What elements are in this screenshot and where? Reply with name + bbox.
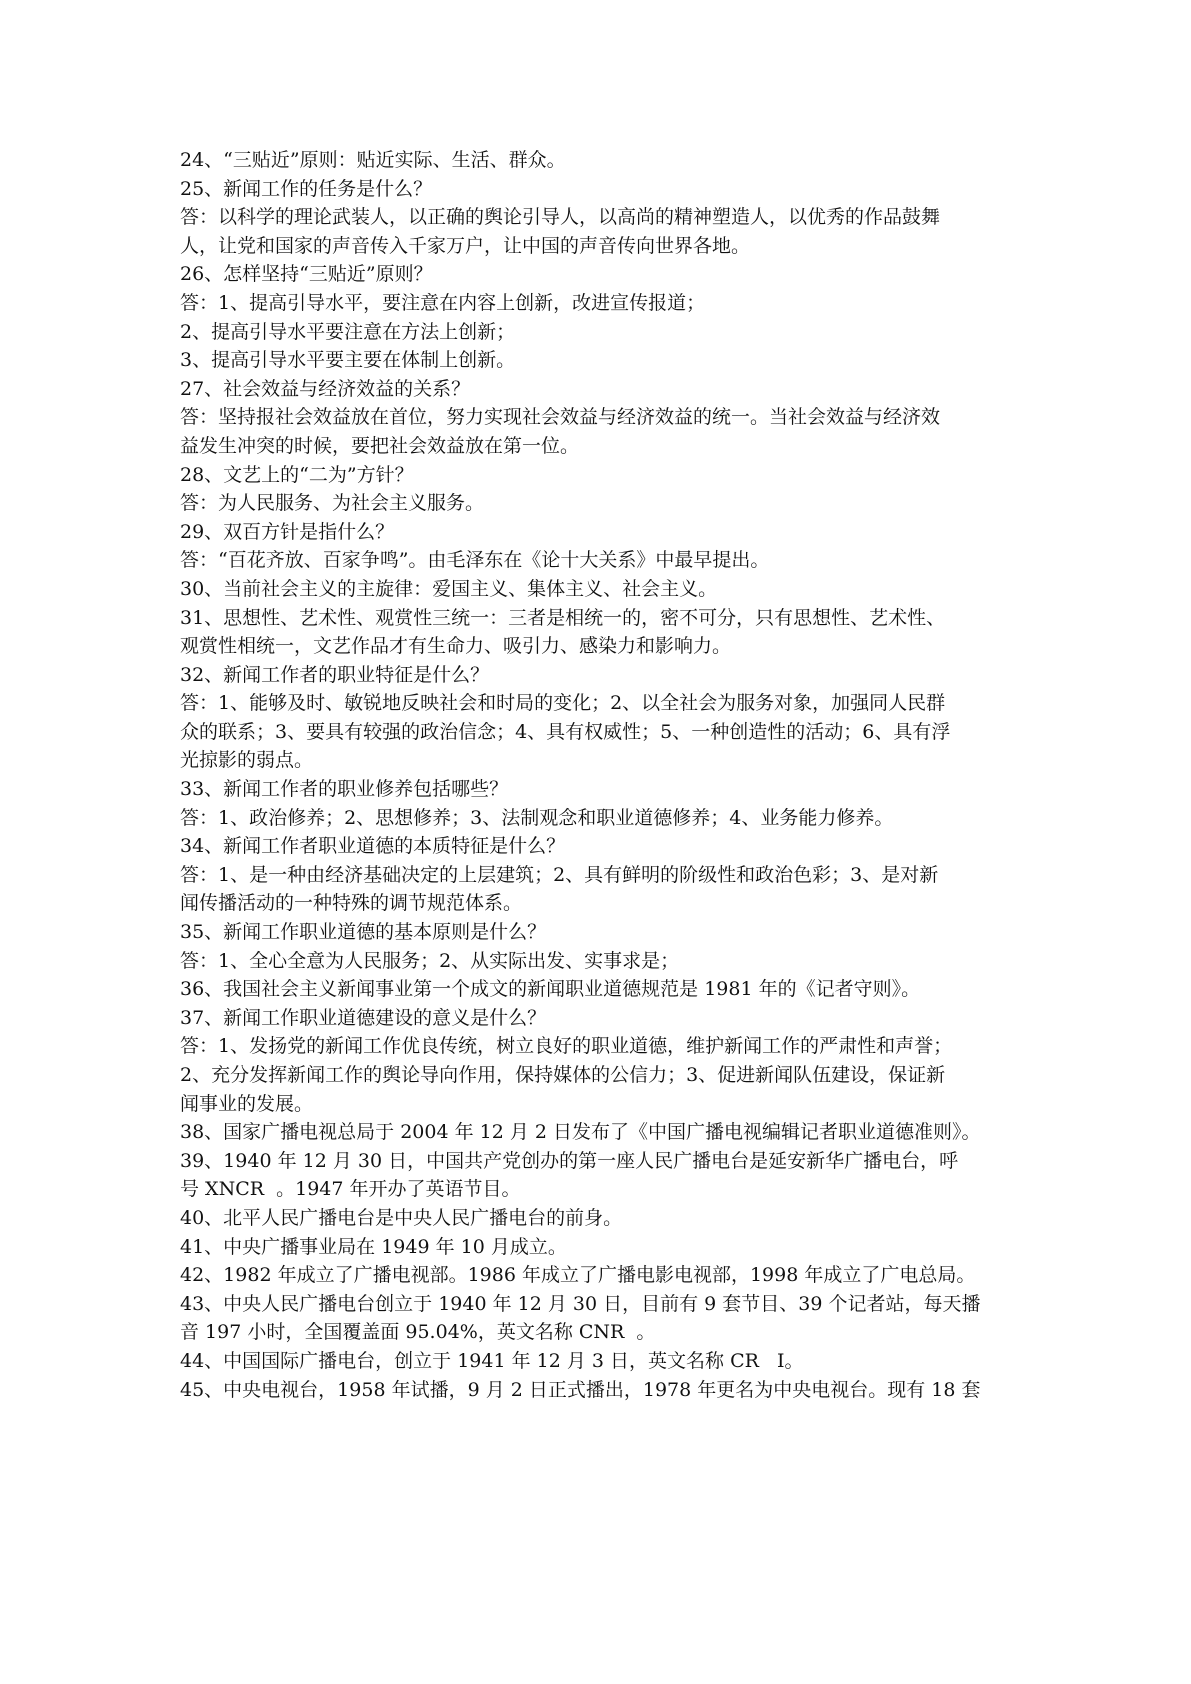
text-line: 33、新闻工作者的职业修养包括哪些？ xyxy=(180,778,509,801)
text-line: 39、1940 年 12 月 30 日，中国共产党创办的第一座人民广播电台是延安新华广播电台，呼 xyxy=(180,1149,959,1172)
text-line: 40、北平人民广播电台是中央人民广播电台的前身。 xyxy=(180,1206,623,1229)
text-line: 答：1、是一种由经济基础决定的上层建筑；2、具有鲜明的阶级性和政治色彩；3、是对新 xyxy=(180,863,939,886)
text-line: 2、提高引导水平要注意在方法上创新； xyxy=(180,320,516,343)
text-line: 答：坚持报社会效益放在首位，努力实现社会效益与经济效益的统一。当社会效益与经济效 xyxy=(180,406,941,429)
text-line: 29、双百方针是指什么？ xyxy=(180,520,395,543)
text-line: 24、“三贴近”原则：贴近实际、生活、群众。 xyxy=(180,149,566,171)
text-line: 人，让党和国家的声音传入千家万户，让中国的声音传向世界各地。 xyxy=(180,234,751,257)
text-line: 音 197 小时，全国覆盖面 95.04%，英文名称 CNR 。 xyxy=(180,1321,656,1344)
text-line: 45、中央电视台，1958 年试播，9 月 2 日正式播出，1978 年更名为中央电视台。现有 18 套 xyxy=(180,1378,981,1401)
text-line: 众的联系；3、要具有较强的政治信念；4、具有权威性；5、一种创造性的活动；6、具有浮 xyxy=(180,720,951,743)
text-line: 31、思想性、艺术性、观赏性三统一：三者是相统一的，密不可分，只有思想性、艺术性、 xyxy=(180,606,946,629)
text-line: 光掠影的弱点。 xyxy=(180,749,314,772)
text-line: 答：1、全心全意为人民服务；2、从实际出发、实事求是； xyxy=(180,949,680,972)
text-line: 44、中国国际广播电台，创立于 1941 年 12 月 3 日，英文名称 CR I。 xyxy=(180,1349,804,1372)
text-line: 答：以科学的理论武装人，以正确的舆论引导人，以高尚的精神塑造人，以优秀的作品鼓舞 xyxy=(180,206,941,229)
text-line: 答：1、发扬党的新闻工作优良传统，树立良好的职业道德，维护新闻工作的严肃性和声誉； xyxy=(180,1035,953,1058)
text-line: 闻事业的发展。 xyxy=(180,1092,314,1115)
text-line: 2、充分发挥新闻工作的舆论导向作用，保持媒体的公信力；3、促进新闻队伍建设，保证新 xyxy=(180,1064,946,1086)
document-body xyxy=(180,146,1015,1404)
text-line: 37、新闻工作职业道德建设的意义是什么？ xyxy=(180,1006,547,1029)
text-line: 42、1982 年成立了广播电视部。1986 年成立了广播电影电视部，1998 年成立了广电总局。 xyxy=(180,1264,976,1287)
text-line: 38、国家广播电视总局于 2004 年 12 月 2 日发布了《中国广播电视编辑记者职业道德准则》。 xyxy=(180,1121,981,1144)
text-line: 答：1、能够及时、敏锐地反映社会和时局的变化；2、以全社会为服务对象，加强同人民群 xyxy=(180,692,946,715)
text-line: 答：1、提高引导水平，要注意在内容上创新，改进宣传报道； xyxy=(180,291,706,314)
text-line: 益发生冲突的时候，要把社会效益放在第一位。 xyxy=(180,434,580,457)
text-line: 3、提高引导水平要主要在体制上创新。 xyxy=(180,349,516,372)
text-line: 闻传播活动的一种特殊的调节规范体系。 xyxy=(180,892,523,915)
text-line: 27、社会效益与经济效益的关系？ xyxy=(180,377,471,400)
text-line: 28、文艺上的“二为”方针？ xyxy=(180,463,414,486)
text-line: 答：1、政治修养；2、思想修养；3、法制观念和职业道德修养；4、业务能力修养。 xyxy=(180,806,894,829)
text-line: 25、新闻工作的任务是什么？ xyxy=(180,177,433,200)
text-line: 答：“百花齐放、百家争鸣”。由毛泽东在《论十大关系》中最早提出。 xyxy=(180,549,770,572)
text-line: 43、中央人民广播电台创立于 1940 年 12 月 30 日，目前有 9 套节目、39 个记者站，每天播 xyxy=(180,1292,981,1315)
text-line: 35、新闻工作职业道德的基本原则是什么？ xyxy=(180,921,547,944)
text-line: 34、新闻工作者职业道德的本质特征是什么？ xyxy=(180,835,566,858)
text-line: 号 XNCR 。1947 年开办了英语节目。 xyxy=(180,1178,521,1201)
text-line: 30、当前社会主义的主旋律：爱国主义、集体主义、社会主义。 xyxy=(180,577,718,600)
text-line: 41、中央广播事业局在 1949 年 10 月成立。 xyxy=(180,1235,567,1258)
text-line: 观赏性相统一，文艺作品才有生命力、吸引力、感染力和影响力。 xyxy=(180,635,732,658)
text-line: 答：为人民服务、为社会主义服务。 xyxy=(180,492,485,515)
text-line: 32、新闻工作者的职业特征是什么？ xyxy=(180,663,490,686)
text-line: 36、我国社会主义新闻事业第一个成文的新闻职业道德规范是 1981 年的《记者守则》。 xyxy=(180,978,921,1001)
text-line: 26、怎样坚持“三贴近”原则？ xyxy=(180,263,433,286)
